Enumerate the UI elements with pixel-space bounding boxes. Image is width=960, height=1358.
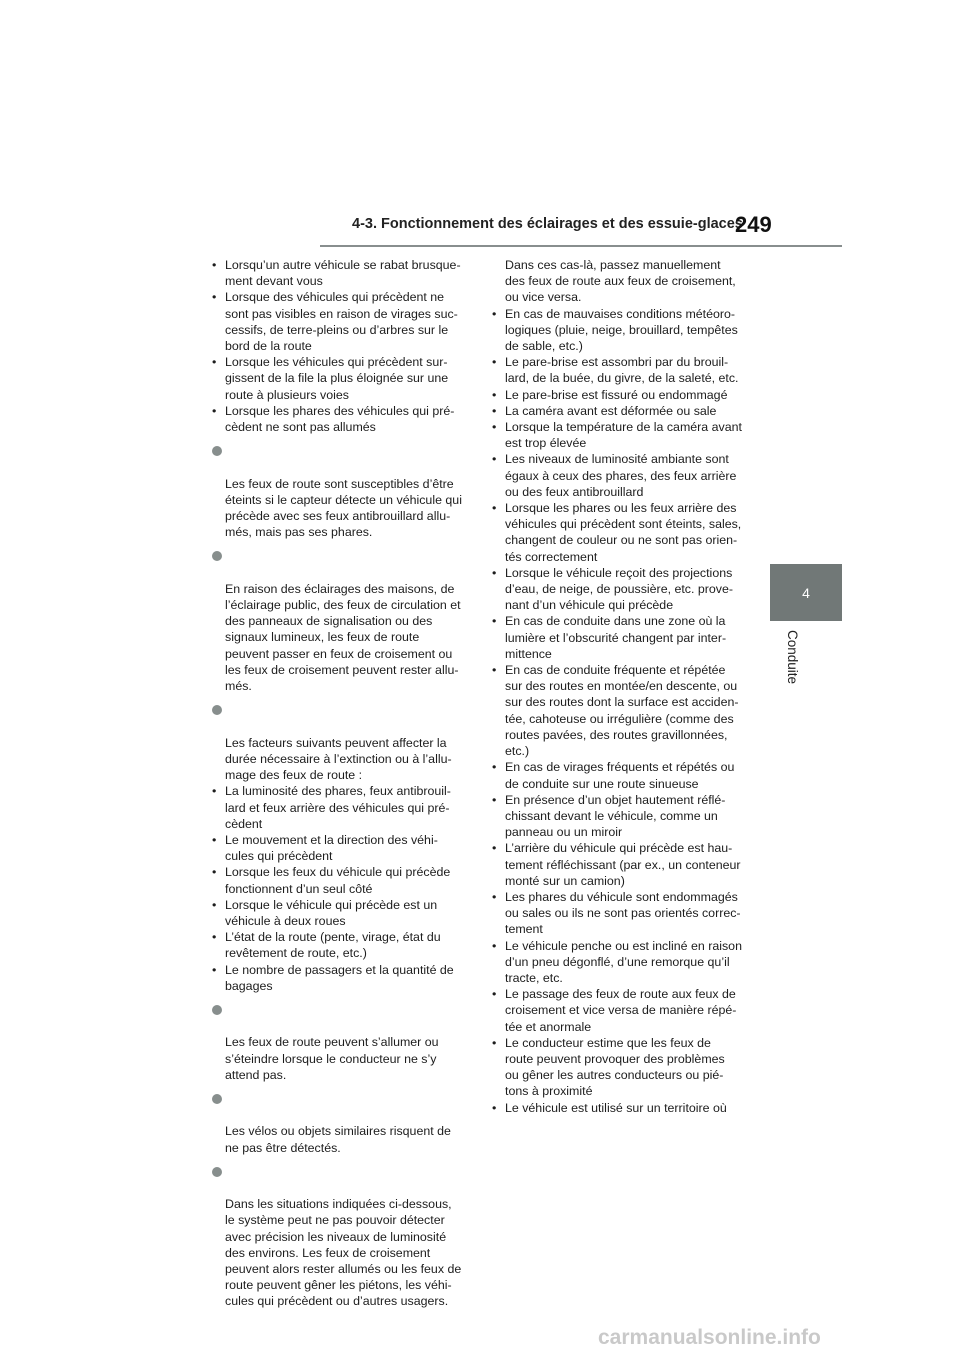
bullet-item: • L’arrière du véhicule qui précède est hau- tement réfléchissant (par ex., un conteneur monté sur un camion) [492,840,750,889]
left-column [212,257,468,1310]
circle-bullet-icon [212,551,222,561]
note-paragraph [212,1164,468,1310]
chapter-label: Conduite [785,630,800,685]
bullet-item: • Lorsque les feux du véhicule qui précède fonctionnent d’un seul côté [212,864,468,896]
note-paragraph [212,1091,468,1156]
bullet-item: • Lorsque des véhicules qui précèdent ne sont pas visibles en raison de virages suc- cessifs, de terre-pleins ou d’arbres sur le bord de la route [212,289,468,354]
chapter-number: 4 [802,584,810,601]
section-title: 4-3. Fonctionnement des éclairages et des essuie-glaces [352,216,743,232]
circle-bullet-icon [212,1094,222,1104]
circle-bullet-icon [212,1167,222,1177]
circle-bullet-icon [212,446,222,456]
bullet-item: • Lorsque les phares ou les feux arrière des véhicules qui précèdent sont éteints, sales, changent de couleur ou ne sont pas orien- tés correctement [492,500,750,565]
circle-bullet-icon [212,705,222,715]
bullet-item: • En présence d’un objet hautement réflé- chissant devant le véhicule, comme un panneau ou un miroir [492,792,750,841]
bullet-item: • Le mouvement et la direction des véhi- cules qui précèdent [212,832,468,864]
bullet-item: • La luminosité des phares, feux antibrouil- lard et feux arrière des véhicules qui pré- cèdent [212,783,468,832]
note-paragraph [212,1002,468,1083]
bullet-item: • Le passage des feux de route aux feux de croisement et vice versa de manière répé- tée et anormale [492,986,750,1035]
bullet-item: • Lorsqu’un autre véhicule se rabat brusque- ment devant vous [212,257,468,289]
chapter-tab [770,564,842,621]
paragraph-text: En raison des éclairages des maisons, de l’éclairage public, des feux de circulation et des panneaux de signalisation ou des signaux lumineux, les feux de route peuvent passer en feux de croisement ou les feux de croisement peuvent rester allu- més. [225,581,461,694]
bullet-item: • Lorsque les phares des véhicules qui pré- cèdent ne sont pas allumés [212,403,468,435]
bullet-item: • Le pare-brise est assombri par du brouil- lard, de la buée, du givre, de la saleté, etc. [492,354,750,386]
note-paragraph [212,548,468,694]
note-paragraph [212,702,468,783]
bullet-item: • En cas de mauvaises conditions météoro- logiques (pluie, neige, brouillard, tempêtes de sable, etc.) [492,306,750,355]
note-paragraph [212,443,468,540]
continuation-text: Dans ces cas-là, passez manuellement des feux de route aux feux de croisement, ou vice versa. [505,258,736,305]
bullet-item: • Le véhicule penche ou est incliné en raison d’un pneu dégonflé, d’une remorque qu’il tracte, etc. [492,938,750,987]
paragraph-text: Les facteurs suivants peuvent affecter la durée nécessaire à l’extinction ou à l’allu- mage des feux de route : [225,735,452,783]
paragraph-text: Les feux de route peuvent s’allumer ou s’éteindre lorsque le conducteur ne s’y attend pas. [225,1035,439,1082]
paragraph-text: Les vélos ou objets similaires risquent de ne pas être détectés. [225,1124,451,1155]
right-column [492,257,750,1116]
bullet-item: • En cas de virages fréquents et répétés ou de conduite sur une route sinueuse [492,759,750,791]
bullet-item: • Lorsque la température de la caméra avant est trop élevée [492,419,750,451]
bullet-item: • Lorsque les véhicules qui précèdent sur- gissent de la file la plus éloignée sur une route à plusieurs voies [212,354,468,403]
paragraph-text: Les feux de route sont susceptibles d’être éteints si le capteur détecte un véhicule qui précède avec ses feux antibrouillard allu- més, mais pas ses phares. [225,476,462,540]
bullet-item: • L’état de la route (pente, virage, état du revêtement de route, etc.) [212,929,468,961]
bullet-item: • Les phares du véhicule sont endommagés ou sales ou ils ne sont pas orientés correc- tement [492,889,750,938]
bullet-item: • Le nombre de passagers et la quantité de bagages [212,962,468,994]
header-divider [320,245,842,247]
bullet-item: • La caméra avant est déformée ou sale [492,403,750,419]
bullet-item: • Le pare-brise est fissuré ou endommagé [492,387,750,403]
site-watermark: carmanualsonline.info [598,1326,821,1349]
bullet-item: • Le conducteur estime que les feux de route peuvent provoquer des problèmes ou gêner les autres conducteurs ou pié- tons à proximité [492,1035,750,1100]
bullet-item: • En cas de conduite fréquente et répétée sur des routes en montée/en descente, ou sur des routes dont la surface est acciden- tée, cahoteuse ou irrégulière (comme des routes pavées, des routes gravillonnées, etc.) [492,662,750,759]
paragraph-text: Dans les situations indiquées ci-dessous, le système peut ne pas pouvoir détecter avec précision les niveaux de luminosité des environs. Les feux de croisement peuvent alors rester allumés ou les feux de route peuvent gêner les piétons, les véhi- cules qui précèdent ou d’autres usagers. [225,1197,462,1309]
bullet-item: • Lorsque le véhicule qui précède est un véhicule à deux roues [212,897,468,929]
bullet-item: • Le véhicule est utilisé sur un territoire où [492,1100,750,1116]
page-number: 249 [735,212,772,237]
circle-bullet-icon [212,1005,222,1015]
bullet-item: • Les niveaux de luminosité ambiante sont égaux à ceux des phares, des feux arrière ou des feux antibrouillard [492,451,750,500]
bullet-item: • En cas de conduite dans une zone où la lumière et l’obscurité changent par inter- mittence [492,613,750,662]
bullet-item: • Lorsque le véhicule reçoit des projections d’eau, de neige, de poussière, etc. prove- nant d’un véhicule qui précède [492,565,750,614]
